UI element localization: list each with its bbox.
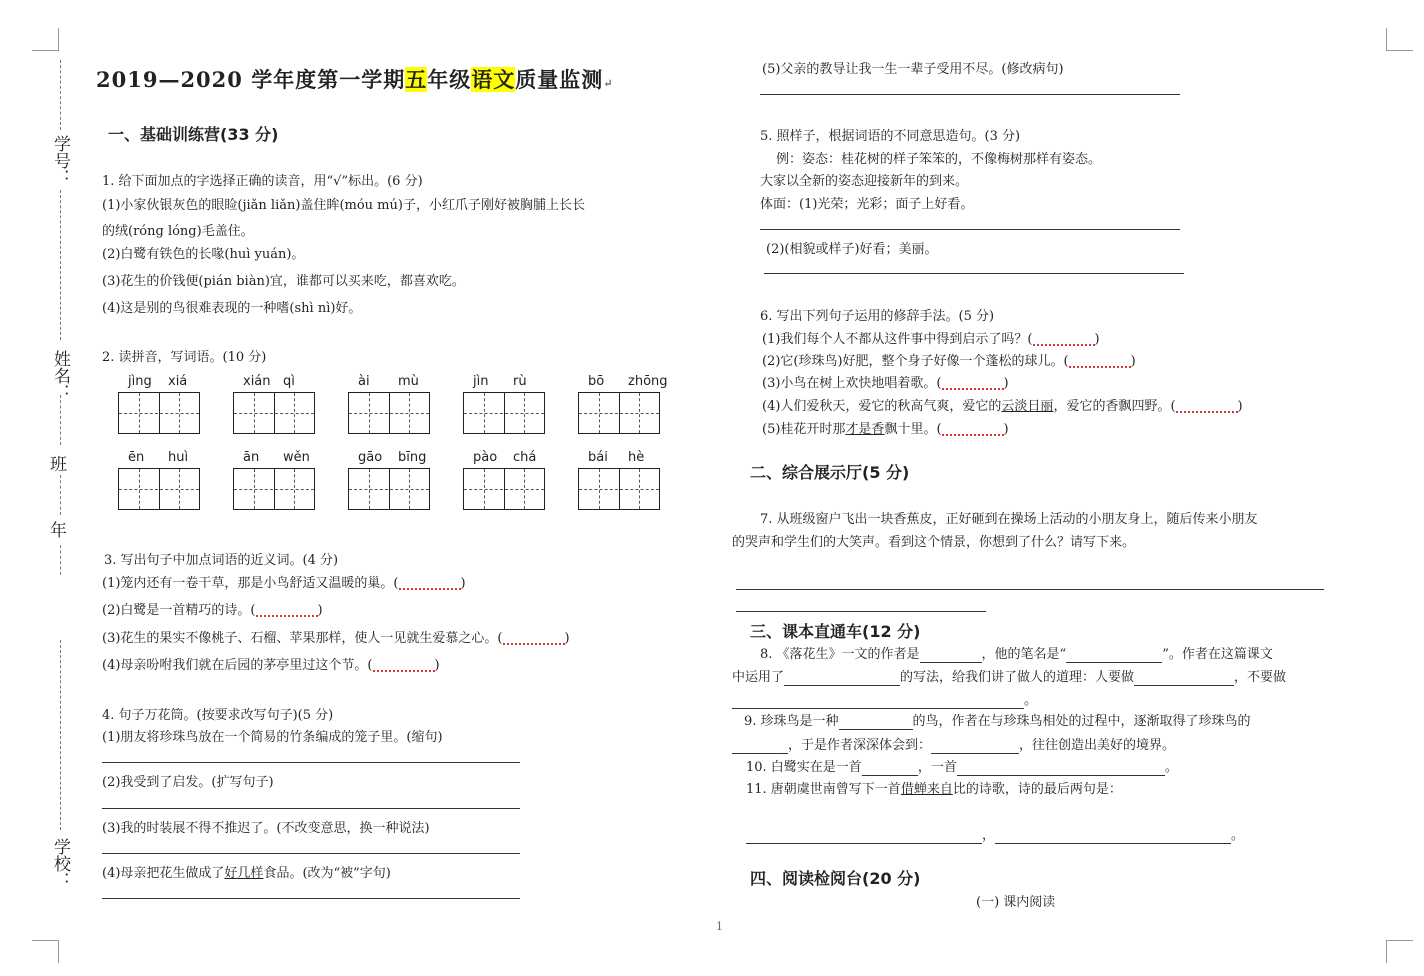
answer-blank[interactable] [1176,401,1238,413]
q4-1: (1)朋友将珍珠鸟放在一个简易的竹条编成的笼子里。(缩句) [102,730,443,745]
answer-blank[interactable] [920,647,982,663]
crop-mark [1386,940,1413,963]
q9-line-1: 9. 珍珠鸟是一种 的鸟，作者在与珍珠鸟相处的过程中，逐渐取得了珍珠鸟的 [744,714,1251,729]
binding-class: 班 [50,455,67,475]
q11: 11. 唐朝虞世南曾写下一首借蝉来自比的诗歌，诗的最后两句是： [746,782,1122,797]
tianzige-writing-box[interactable] [578,392,660,434]
answer-blank[interactable] [995,828,1231,844]
q4-5: (5)父亲的教导让我一生一辈子受用不尽。(修改病句) [762,62,1064,77]
answer-line[interactable] [102,853,520,854]
q6-2: (2)它(珍珠鸟)好肥，整个身子好像一个蓬松的球儿。( ) [762,354,1136,369]
answer-line[interactable] [102,898,520,899]
binding-line [60,545,61,575]
pinyin-syllable: ēn [128,450,145,465]
pinyin-syllable: mù [398,374,419,389]
crop-mark [1386,28,1413,51]
pinyin-syllable: zhōng [628,374,668,389]
binding-line [60,475,61,515]
q5: 5. 照样子，根据词语的不同意思造句。(3 分) [760,129,1021,144]
q4: 4. 句子万花筒。(按要求改写句子)(5 分) [102,708,334,723]
section-4-sub: (一) 课内阅读 [976,895,1056,910]
q8-line-1: 8. 《落花生》一文的作者是 ，他的笔名是“ ”。作者在这篇课文 [760,647,1273,662]
binding-school: 学校： [50,838,70,889]
section-3-heading: 三、课本直通车(12 分) [750,622,921,641]
q1-4: (4)这是别的鸟很难表现的一种嗜(shì nì)好。 [102,301,362,316]
q1-1a: (1)小家伙银灰色的眼睑(jiǎn liǎn)盖住眸(móu mú)子，小红爪子刚好被胸脯上长长 [102,198,585,213]
answer-line[interactable] [736,589,1324,590]
pinyin-syllable: qì [283,374,295,389]
pinyin-syllable: gāo [358,450,383,465]
tianzige-writing-box[interactable] [118,392,200,434]
q5-1: 体面：(1)光荣；光彩；面子上好看。 [760,197,974,212]
pinyin-syllable: wěn [283,450,310,465]
answer-blank[interactable] [1066,647,1162,663]
pinyin-syllable: huì [168,450,189,465]
q6: 6. 写出下列句子运用的修辞手法。(5 分) [760,309,995,324]
q2: 2. 读拼音，写词语。(10 分) [102,350,267,365]
section-4-heading: 四、阅读检阅台(20 分) [750,869,921,888]
binding-name: 姓名： [50,350,70,401]
answer-blank[interactable] [732,693,1024,709]
answer-line[interactable] [760,94,1180,95]
answer-line[interactable] [764,273,1184,274]
binding-grade: 年 [50,521,67,541]
q1: 1. 给下面加点的字选择正确的读音，用“√”标出。(6 分) [102,174,423,189]
tianzige-writing-box[interactable] [578,468,660,510]
pinyin-syllable: hè [628,450,645,465]
q10: 10. 白鹭实在是一首 ，一首 。 [746,760,1178,775]
q7-line-2: 的哭声和学生们的大笑声。看到这个情景，你想到了什么？请写下来。 [732,535,1136,550]
pinyin-syllable: chá [513,450,537,465]
answer-blank[interactable] [1069,356,1131,368]
q3-2: (2)白鹭是一首精巧的诗。( ) [102,603,323,618]
q1-1b: 的绒(róng lóng)毛盖住。 [102,224,254,239]
q9-line-2: ，于是作者深深体会到： ，往往创造出美好的境界。 [732,734,1175,754]
answer-blank[interactable] [862,760,918,776]
pinyin-syllable: jìn [473,374,489,389]
answer-blank[interactable] [373,660,435,672]
pinyin-syllable: ài [358,374,370,389]
binding-student-id: 学号： [50,135,70,186]
q4-3: (3)我的时装展不得不推迟了。(不改变意思，换一种说法) [102,821,430,836]
q6-3: (3)小鸟在树上欢快地唱着歌。( ) [762,376,1009,391]
binding-line [60,190,61,340]
q3-1: (1)笼内还有一卷干草，那是小鸟舒适又温暖的巢。( ) [102,576,466,591]
tianzige-writing-box[interactable] [348,468,430,510]
q1-2: (2)白鹭有铁色的长喙(huì yuán)。 [102,247,305,262]
tianzige-writing-box[interactable] [348,392,430,434]
title-mid: 年级 [427,67,472,92]
pinyin-syllable: rù [513,374,527,389]
tianzige-writing-box[interactable] [233,468,315,510]
pinyin-syllable: pào [473,450,498,465]
answer-blank[interactable] [839,714,913,730]
answer-line[interactable] [102,762,520,763]
pinyin-syllable: xián [243,374,271,389]
section-2-heading: 二、综合展示厅(5 分) [750,463,910,482]
tianzige-writing-box[interactable] [463,392,545,434]
pinyin-syllable: bīng [398,450,427,465]
q8-line-2: 中运用了 的写法，给我们讲了做人的道理：人要做 ，不要做 [732,670,1287,685]
q1-3: (3)花生的价钱便(pián biàn)宜，谁都可以买来吃，都喜欢吃。 [102,274,465,289]
answer-blank[interactable] [746,828,982,844]
section-1-heading: 一、基础训练营(33 分) [108,125,279,144]
tianzige-writing-box[interactable] [233,392,315,434]
q4-4: (4)母亲把花生做成了好几样食品。(改为“被”字句) [102,866,391,881]
page-title: 2019—2020 学年度第一学期五年级语文质量监测↵ [96,67,614,92]
crop-mark [32,28,59,51]
answer-blank[interactable] [732,738,788,754]
q5-2: (2)(相貌或样子)好看；美丽。 [766,242,938,257]
binding-line [60,395,61,445]
title-suffix: 质量监测 [515,67,604,92]
answer-blank[interactable] [1134,670,1234,686]
q5-example-2: 大家以全新的姿态迎接新年的到来。 [760,174,969,189]
answer-blank[interactable] [256,605,318,617]
answer-blank[interactable] [399,578,461,590]
q7-line-1: 7. 从班级窗户飞出一块香蕉皮，正好砸到在操场上活动的小朋友身上，随后传来小朋友 [760,512,1258,527]
pinyin-syllable: jìng [128,374,152,389]
pinyin-syllable: ān [243,450,260,465]
title-subject: 语文 [471,67,516,92]
pinyin-syllable: bái [588,450,608,465]
page-number: 1 [716,920,723,933]
q6-4: (4)人们爱秋天，爱它的秋高气爽，爱它的云淡日丽，爱它的香飘四野。( ) [762,399,1243,414]
answer-blank[interactable] [957,760,1165,776]
answer-blank[interactable] [931,738,1019,754]
tianzige-writing-box[interactable] [463,468,545,510]
pinyin-syllable: xiá [168,374,188,389]
tianzige-writing-box[interactable] [118,468,200,510]
q3: 3. 写出句子中加点词语的近义词。(4 分) [104,553,339,568]
q3-4: (4)母亲吩咐我们就在后园的茅亭里过这个节。( ) [102,658,440,673]
answer-blank[interactable] [503,633,565,645]
answer-line[interactable] [102,808,520,809]
q6-1: (1)我们每个人不都从这件事中得到启示了吗？( ) [762,332,1100,347]
answer-blank[interactable] [784,670,900,686]
binding-line [60,60,61,130]
title-grade: 五 [405,67,428,92]
q4-2: (2)我受到了启发。(扩写句子) [102,775,274,790]
q6-5: (5)桂花开时那才是香飘十里。( ) [762,422,1009,437]
binding-line [60,640,61,830]
title-prefix: 2019—2020 学年度第一学期 [96,67,406,92]
answer-blank[interactable] [942,424,1004,436]
q11-answer: ， 。 [746,824,1244,844]
answer-line[interactable] [736,611,986,612]
q8-line-3: 。 [732,689,1037,709]
pinyin-syllable: bō [588,374,605,389]
answer-line[interactable] [760,229,1180,230]
crop-mark [32,940,59,963]
answer-blank[interactable] [942,378,1004,390]
q3-3: (3)花生的果实不像桃子、石榴、苹果那样，使人一见就生爱慕之心。( ) [102,631,570,646]
q5-example: 例：姿态：桂花树的样子笨笨的，不像梅树那样有姿态。 [776,152,1102,167]
answer-blank[interactable] [1033,334,1095,346]
